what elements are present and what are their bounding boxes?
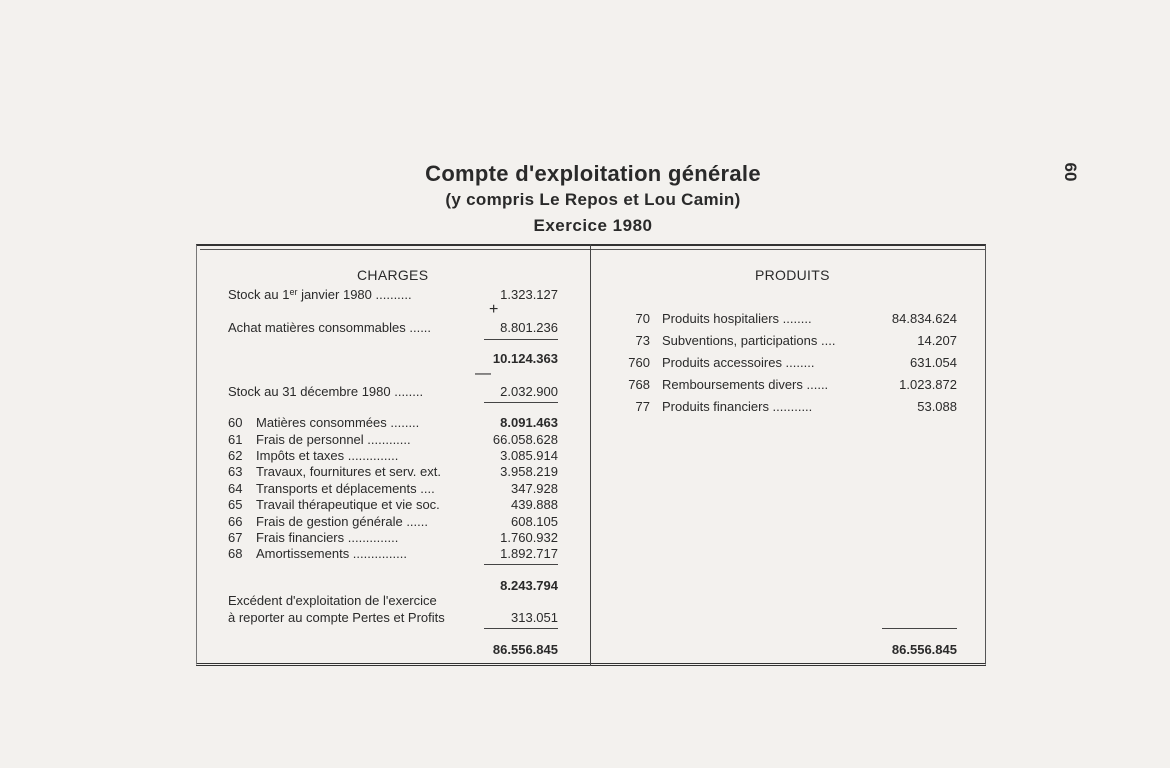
account-code: 61 [228, 432, 243, 447]
account-value: 84.834.624 [891, 311, 957, 326]
account-code: 62 [228, 448, 243, 463]
produits-total: 86.556.845 [891, 642, 957, 657]
account-label: Travail thérapeutique et vie soc. [256, 497, 440, 512]
account-value: 1.892.717 [500, 546, 558, 561]
account-value: 14.207 [917, 333, 957, 348]
charges-total: 86.556.845 [492, 642, 558, 657]
page-number: 60 [1061, 162, 1080, 182]
charges-heading: CHARGES [357, 267, 429, 283]
charges-subtotal-2: 8.243.794 [500, 578, 558, 593]
account-value: 608.105 [511, 514, 558, 529]
fiscal-year: Exercice 1980 [533, 216, 653, 235]
account-label: Subventions, participations .... [662, 333, 836, 348]
stock-start-value: 1.323.127 [500, 287, 558, 302]
account-label: Matières consommées ........ [256, 415, 420, 430]
account-value: 3.958.219 [500, 464, 558, 479]
account-code: 63 [228, 464, 243, 479]
accounts-total-rule [484, 564, 558, 565]
charges-total-rule [484, 628, 558, 629]
account-code: 65 [228, 497, 243, 512]
account-value: 1.760.932 [500, 530, 558, 545]
account-code: 77 [635, 399, 650, 414]
account-value: 631.054 [910, 355, 957, 370]
minus-sign: — [475, 365, 491, 382]
account-label: Produits hospitaliers ........ [662, 311, 812, 326]
account-code: 64 [228, 481, 243, 496]
account-value: 53.088 [917, 399, 957, 414]
account-value: 347.928 [511, 481, 558, 496]
column-divider [590, 244, 591, 666]
account-value: 8.091.463 [500, 415, 558, 430]
account-label: Remboursements divers ...... [662, 377, 829, 392]
account-value: 3.085.914 [500, 448, 558, 463]
stock-start-label: Stock au 1er janvier 1980 .......... [228, 287, 412, 302]
charges-subtotal: 10.124.363 [492, 351, 558, 366]
account-label: Amortissements ............... [256, 546, 407, 561]
subtotal-rule [484, 339, 558, 340]
account-label: Frais de personnel ............ [256, 432, 411, 447]
account-value: 1.023.872 [899, 377, 957, 392]
stock-end-label: Stock au 31 décembre 1980 ........ [228, 384, 424, 399]
account-label: Produits financiers ........... [662, 399, 813, 414]
plus-sign: + [489, 301, 499, 318]
surplus-label-2: à reporter au compte Pertes et Profits [228, 610, 445, 625]
subtitle: (y compris Le Repos et Lou Camin) [445, 190, 741, 209]
account-label: Transports et déplacements .... [256, 481, 435, 496]
account-label: Travaux, fournitures et serv. ext. [256, 464, 441, 479]
account-label: Frais financiers .............. [256, 530, 399, 545]
stock-end-value: 2.032.900 [500, 384, 558, 399]
account-code: 768 [628, 377, 650, 392]
purchases-label: Achat matières consommables ...... [228, 320, 432, 335]
account-code: 67 [228, 530, 243, 545]
account-value: 66.058.628 [492, 432, 558, 447]
account-value: 439.888 [511, 497, 558, 512]
surplus-label-1: Excédent d'exploitation de l'exercice [228, 593, 437, 608]
surplus-value: 313.051 [511, 610, 558, 625]
produits-heading: PRODUITS [755, 267, 830, 283]
stock-end-rule [484, 402, 558, 403]
account-label: Frais de gestion générale ...... [256, 514, 428, 529]
account-code: 760 [628, 355, 650, 370]
title: Compte d'exploitation générale [425, 161, 761, 186]
table-inner-top-rule [200, 249, 986, 250]
account-code: 66 [228, 514, 243, 529]
account-label: Impôts et taxes .............. [256, 448, 399, 463]
account-code: 60 [228, 415, 243, 430]
account-code: 70 [635, 311, 650, 326]
account-code: 68 [228, 546, 243, 561]
account-label: Produits accessoires ........ [662, 355, 815, 370]
account-code: 73 [635, 333, 650, 348]
produits-total-rule [882, 628, 957, 629]
purchases-value: 8.801.236 [500, 320, 558, 335]
